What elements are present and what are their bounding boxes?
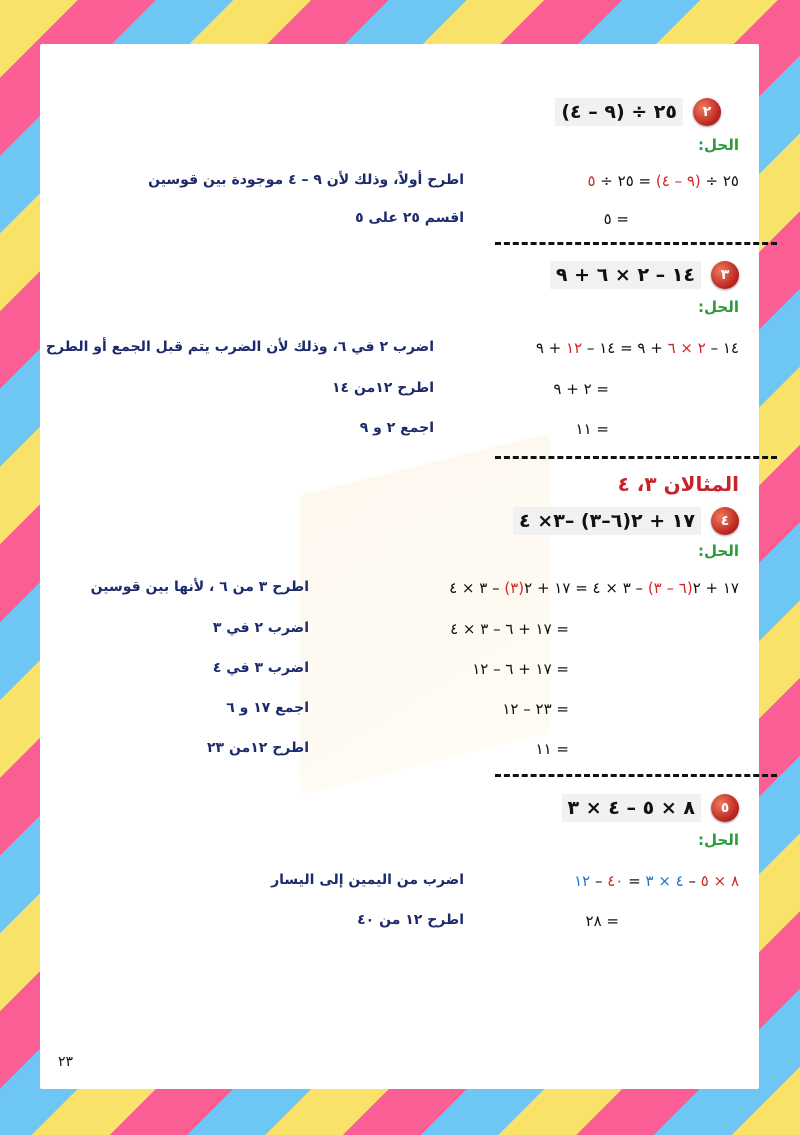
example-3-header [550, 261, 739, 289]
dashed-divider [495, 456, 777, 459]
section-title: المثالان ٣، ٤ [617, 472, 739, 496]
equation-line: = ١٧ + ٦ – ٣ × ٤ [450, 620, 569, 638]
example-number-badge: ٢ [693, 98, 721, 126]
solution-label: الحل: [698, 831, 739, 849]
equation-line: ٢٥ ÷ (٩ – ٤) = ٢٥ ÷ ٥ [587, 172, 739, 190]
equation-line: ١٧ + ٢(٦ – ٣) – ٣ × ٤ = ١٧ + ٢(٣) – ٣ × ٤ [449, 579, 739, 597]
step-note: اجمع ١٧ و ٦ [226, 700, 309, 716]
equation-line: ٨ × ٥ – ٤ × ٣ = ٤٠ – ١٢ [574, 872, 739, 890]
example-number-badge: ٣ [711, 261, 739, 289]
page [40, 44, 759, 1089]
step-note: اضرب ٢ في ٣ [212, 620, 309, 636]
equation-line: = ٥ [603, 210, 629, 228]
solution-label: الحل: [698, 542, 739, 560]
example-5-header [562, 794, 739, 822]
step-note: اطرح ١٢ من ٤٠ [357, 912, 464, 928]
step-note: اجمع ٢ و ٩ [359, 420, 434, 436]
page-number: ٢٣ [58, 1054, 74, 1070]
equation-line: = ٢٨ [585, 912, 619, 930]
example-problem: ٢٥ ÷ (٩ – ٤) [555, 98, 683, 126]
dashed-divider [495, 242, 777, 245]
example-problem: ٨ × ٥ – ٤ × ٣ [562, 794, 701, 822]
equation-line: ١٤ – ٢ × ٦ + ٩ = ١٤ – ١٢ + ٩ [535, 339, 739, 357]
step-note: اضرب من اليمين إلى اليسار [271, 872, 464, 888]
step-note: اطرح ٣ من ٦ ، لأنها بين قوسين [90, 579, 309, 595]
step-note: اقسم ٢٥ على ٥ [355, 210, 464, 226]
step-note: اطرح ١٢من ١٤ [332, 380, 434, 396]
equation-line: = ٢ + ٩ [553, 380, 609, 398]
step-note: اطرح ١٢من ٢٣ [207, 740, 309, 756]
example-problem: ١٧ + ٢(٦–٣) –٣× ٤ [513, 507, 701, 535]
example-number-badge: ٥ [711, 794, 739, 822]
example-4-header [513, 507, 739, 535]
step-note: اضرب ٢ في ٦، وذلك لأن الضرب يتم قبل الجمع أو الطرح [45, 339, 434, 355]
step-note: اطرح أولاً، وذلك لأن ٩ – ٤ موجودة بين قوسين [148, 172, 464, 188]
example-number-badge: ٤ [711, 507, 739, 535]
equation-line: = ١١ [535, 740, 569, 758]
equation-line: = ١١ [575, 420, 609, 438]
dashed-divider [495, 774, 777, 777]
example-problem: ١٤ – ٢ × ٦ + ٩ [550, 261, 701, 289]
example-2-header [555, 98, 721, 126]
book-watermark-icon [300, 433, 550, 795]
equation-line: = ٢٣ – ١٢ [502, 700, 569, 718]
equation-line: = ١٧ + ٦ – ١٢ [472, 660, 569, 678]
solution-label: الحل: [698, 136, 739, 154]
step-note: اضرب ٣ في ٤ [212, 660, 309, 676]
solution-label: الحل: [698, 298, 739, 316]
